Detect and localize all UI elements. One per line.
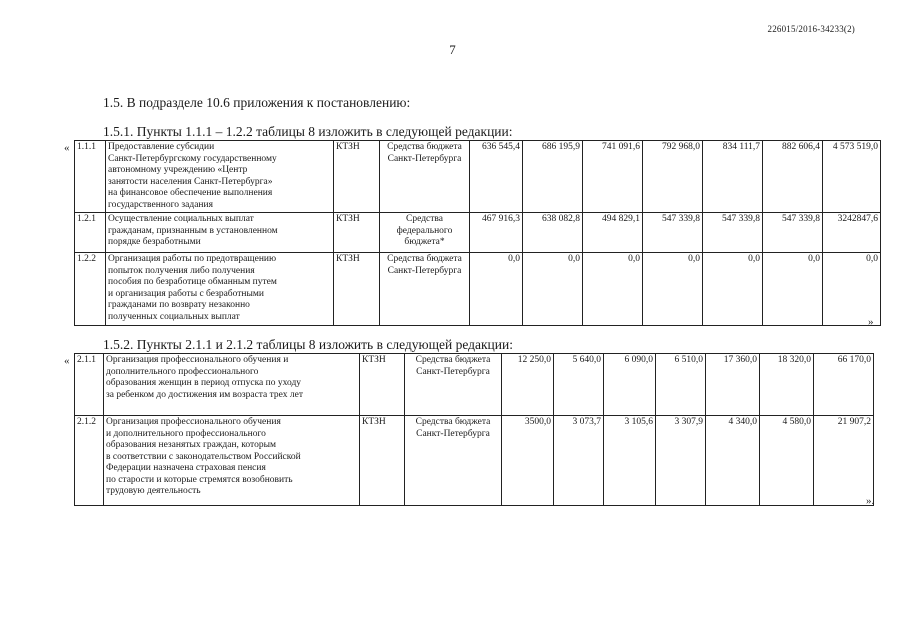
funding-source-cell: Средства бюджета Санкт-Петербурга bbox=[405, 416, 502, 506]
total-value-cell: 66 170,0 bbox=[814, 354, 874, 416]
year-value-cell: 6 510,0 bbox=[656, 354, 706, 416]
year-value-cell: 17 360,0 bbox=[706, 354, 760, 416]
measure-name-cell: Организация работы по предотвращению попыток получения либо получения пособия по безработице обманным путем и организация работы с безработными гражданами по возврату незаконно полученных социальных выплат bbox=[106, 253, 334, 326]
measure-name-cell: Организация профессионального обучения и дополнительного профессионального образования незанятых граждан, которым в соответствии с законодательством Российской Федерации назначена страховая пенсия по старости и которые стремятся возобновить трудовую деятельность bbox=[104, 416, 360, 506]
year-value-cell: 636 545,4 bbox=[470, 141, 523, 213]
funding-source-cell: Средства федерального бюджета* bbox=[380, 213, 470, 253]
year-value-cell: 494 829,1 bbox=[583, 213, 643, 253]
year-value-cell: 6 090,0 bbox=[604, 354, 656, 416]
table-row bbox=[75, 141, 881, 213]
measure-name-cell: Организация профессионального обучения и дополнительного профессионального образования женщин в период отпуска по уходу за ребенком до достижения им возраста трех лет bbox=[104, 354, 360, 416]
closing-quote-1: » bbox=[868, 316, 874, 328]
year-value-cell: 547 339,8 bbox=[703, 213, 763, 253]
page-number: 7 bbox=[449, 42, 456, 57]
executor-cell: КТЗН bbox=[360, 416, 405, 506]
funding-source-cell: Средства бюджета Санкт-Петербурга bbox=[405, 354, 502, 416]
total-value-cell: 3242847,6 bbox=[823, 213, 881, 253]
year-value-cell: 0,0 bbox=[470, 253, 523, 326]
year-value-cell: 0,0 bbox=[643, 253, 703, 326]
year-value-cell: 0,0 bbox=[523, 253, 583, 326]
opening-quote-1: « bbox=[64, 142, 70, 154]
year-value-cell: 18 320,0 bbox=[760, 354, 814, 416]
measure-name-cell: Осуществление социальных выплат гражданам, признанным в установленном порядке безработными bbox=[106, 213, 334, 253]
row-number-cell: 2.1.2 bbox=[75, 416, 104, 506]
year-value-cell: 741 091,6 bbox=[583, 141, 643, 213]
funding-source-cell: Средства бюджета Санкт-Петербурга bbox=[380, 253, 470, 326]
subsection-heading-1: 1.5.1. Пункты 1.1.1 – 1.2.2 таблицы 8 изложить в следующей редакции: bbox=[103, 124, 513, 139]
opening-quote-2: « bbox=[64, 355, 70, 367]
executor-cell: КТЗН bbox=[334, 253, 380, 326]
section-heading: 1.5. В подразделе 10.6 приложения к постановлению: bbox=[103, 95, 411, 110]
executor-cell: КТЗН bbox=[360, 354, 405, 416]
year-value-cell: 882 606,4 bbox=[763, 141, 823, 213]
executor-cell: КТЗН bbox=[334, 213, 380, 253]
closing-quote-2: ». bbox=[866, 495, 875, 507]
year-value-cell: 3 073,7 bbox=[554, 416, 604, 506]
table-2 bbox=[74, 353, 874, 506]
funding-source-cell: Средства бюджета Санкт-Петербурга bbox=[380, 141, 470, 213]
document-number: 226015/2016-34233(2) bbox=[767, 24, 855, 34]
total-value-cell: 4 573 519,0 bbox=[823, 141, 881, 213]
year-value-cell: 4 340,0 bbox=[706, 416, 760, 506]
year-value-cell: 12 250,0 bbox=[502, 354, 554, 416]
year-value-cell: 638 082,8 bbox=[523, 213, 583, 253]
year-value-cell: 4 580,0 bbox=[760, 416, 814, 506]
total-value-cell: 0,0 bbox=[823, 253, 881, 326]
row-number-cell: 2.1.1 bbox=[75, 354, 104, 416]
executor-cell: КТЗН bbox=[334, 141, 380, 213]
row-number-cell: 1.2.1 bbox=[75, 213, 106, 253]
year-value-cell: 547 339,8 bbox=[643, 213, 703, 253]
table-row bbox=[75, 213, 881, 253]
year-value-cell: 0,0 bbox=[583, 253, 643, 326]
table-1 bbox=[74, 140, 881, 326]
year-value-cell: 686 195,9 bbox=[523, 141, 583, 213]
year-value-cell: 3 105,6 bbox=[604, 416, 656, 506]
measure-name-cell: Предоставление субсидии Санкт-Петербургскому государственному автономному учреждению «Центр занятости населения Санкт-Петербурга» на финансовое обеспечение выполнения государственного задания bbox=[106, 141, 334, 213]
year-value-cell: 792 968,0 bbox=[643, 141, 703, 213]
year-value-cell: 5 640,0 bbox=[554, 354, 604, 416]
row-number-cell: 1.2.2 bbox=[75, 253, 106, 326]
subsection-heading-2: 1.5.2. Пункты 2.1.1 и 2.1.2 таблицы 8 изложить в следующей редакции: bbox=[103, 337, 513, 352]
row-number-cell: 1.1.1 bbox=[75, 141, 106, 213]
year-value-cell: 0,0 bbox=[703, 253, 763, 326]
year-value-cell: 467 916,3 bbox=[470, 213, 523, 253]
year-value-cell: 3 307,9 bbox=[656, 416, 706, 506]
year-value-cell: 834 111,7 bbox=[703, 141, 763, 213]
table-row bbox=[75, 253, 881, 326]
year-value-cell: 0,0 bbox=[763, 253, 823, 326]
year-value-cell: 3500,0 bbox=[502, 416, 554, 506]
table-row bbox=[75, 416, 874, 506]
year-value-cell: 547 339,8 bbox=[763, 213, 823, 253]
total-value-cell: 21 907,2 bbox=[814, 416, 874, 506]
table-row bbox=[75, 354, 874, 416]
